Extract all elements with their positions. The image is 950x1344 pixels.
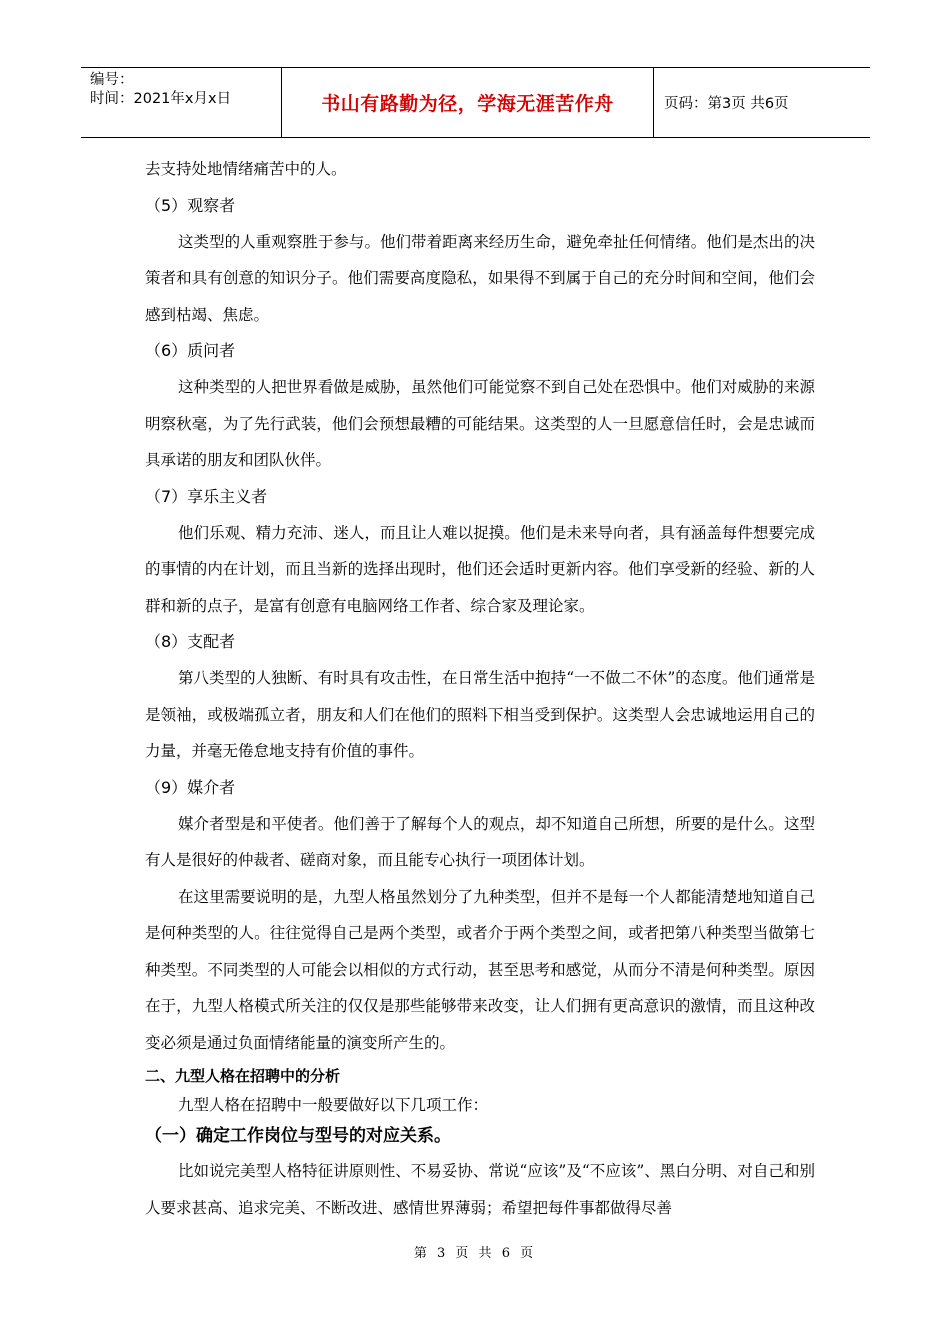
page-footer: 第 3 页 共 6 页 — [413, 1246, 537, 1261]
serial-number-label: 编号： — [90, 72, 134, 88]
document-header — [81, 67, 870, 138]
paragraph: 媒介者型是和平使者。他们善于了解每个人的观点，却不知道自己所想，所要的是什么。这型有人是很好的仲裁者、磋商对象，而且能专心执行一项团体计划。 — [145, 814, 815, 869]
header-meta-cell — [81, 68, 282, 137]
document-body — [145, 151, 815, 1226]
paragraph: 他们乐观、精力充沛、迷人，而且让人难以捉摸。他们是未来导向者，具有涵盖每件想要完成的事情的内在计划，而且当新的选择出现时，他们还会适时更新内容。他们享受新的经验、新的人群和新的点子，是富有创意有电脑网络工作者、综合家及理论家。 — [145, 523, 815, 615]
paragraph: 这类型的人重观察胜于参与。他们带着距离来经历生命，避免牵扯任何情绪。他们是杰出的决策者和具有创意的知识分子。他们需要高度隐私，如果得不到属于自己的充分时间和空间，他们会感到枯竭、焦虑。 — [145, 232, 815, 324]
section-heading: （9）媒介者 — [145, 777, 236, 797]
chapter-heading: 二、九型人格在招聘中的分析 — [145, 1067, 341, 1085]
paragraph: 在这里需要说明的是，九型人格虽然划分了九种类型，但并不是每一个人都能清楚地知道自己是何种类型的人。往往觉得自己是两个类型，或者介于两个类型之间，或者把第八种类型当做第七种类型。不同类型的人可能会以相似的方式行动，甚至思考和感觉，从而分不清是何种类型。原因在于，九型人格模式所关注的仅仅是那些能够带来改变，让人们拥有更高意识的激情，而且这种改变必须是通过负面情绪能量的演变所产生的。 — [145, 887, 815, 1052]
paragraph: 比如说完美型人格特征讲原则性、不易妥协、常说“应该”及“不应该”、黑白分明、对自己和别人要求甚高、追求完美、不断改进、感情世界薄弱；希望把每件事都做得尽善 — [145, 1162, 815, 1217]
section-heading: （7）享乐主义者 — [145, 486, 268, 506]
paragraph: 第八类型的人独断、有时具有攻击性，在日常生活中抱持“一不做二不休”的态度。他们通常是是领袖，或极端孤立者，朋友和人们在他们的照料下相当受到保护。这类型人会忠诚地运用自己的力量，并毫无倦怠地支持有价值的事件。 — [145, 669, 815, 760]
section-heading: （8）支配者 — [145, 632, 236, 651]
header-page-number: 页码：第3页 共6页 — [664, 96, 789, 112]
paragraph: 九型人格在招聘中一般要做好以下几项工作： — [178, 1096, 489, 1114]
header-motto: 书山有路勤为径，学海无涯苦作舟 — [282, 68, 654, 137]
paragraph: 去支持处地情绪痛苦中的人。 — [145, 160, 347, 178]
paragraph: 这种类型的人把世界看做是威胁，虽然他们可能觉察不到自己处在恐惧中。他们对威胁的来源明察秋毫，为了先行武装，他们会预想最糟的可能结果。这类型的人一旦愿意信任时，会是忠诚而具承诺的朋友和团队伙伴。 — [145, 378, 815, 469]
date-label: 时间：2021年x月x日 — [90, 91, 232, 107]
section-heading: （5）观察者 — [145, 195, 236, 215]
section-heading: （6）质问者 — [145, 341, 236, 360]
subsection-heading: （一）确定工作岗位与型号的对应关系。 — [145, 1126, 451, 1146]
